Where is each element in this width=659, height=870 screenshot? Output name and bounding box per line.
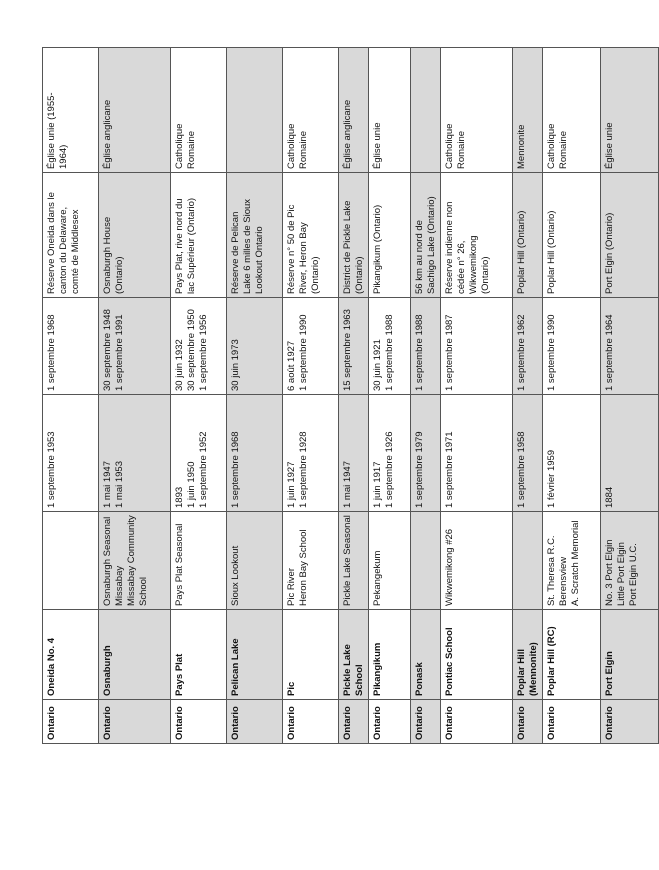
cell-line: Église anglicane: [342, 99, 353, 169]
opening-dates-cell: [411, 395, 441, 512]
location-cell: [99, 173, 171, 298]
opening-dates-cell: [283, 395, 339, 512]
cell-line: Réserve n° 50 de Pic: [286, 204, 297, 294]
school-name-cell: Poplar Hill (Mennonite): [513, 610, 543, 700]
cell-line: Osnaburgh House: [102, 216, 113, 294]
cell-line: Pikangikum (Ontario): [372, 204, 383, 294]
cell-line: Pic River: [286, 567, 297, 606]
school-name-cell: Pays Plat: [171, 610, 227, 700]
cell-line: (Ontario): [480, 256, 491, 294]
cell-line: Sachigo Lake (Ontario): [426, 196, 437, 294]
province-cell: Ontario: [369, 700, 411, 744]
other-names-cell: [513, 512, 543, 610]
religious-entity-cell: [43, 48, 99, 173]
cell-line: 1893: [174, 486, 185, 508]
cell-line: 15 septembre 1963: [342, 309, 353, 391]
religious-entity-cell: [171, 48, 227, 173]
school-name-cell: Oneida No. 4: [43, 610, 99, 700]
closing-dates-cell: [411, 298, 441, 395]
cell-line: 1 septembre 1991: [114, 314, 125, 391]
cell-line: Romaine: [186, 130, 197, 169]
cell-line: Église unie: [604, 122, 615, 169]
cell-line: 30 juin 1921: [372, 339, 383, 391]
cell-line: A. Scratch Memorial: [570, 520, 581, 606]
cell-line: 1 septembre 1990: [546, 314, 557, 391]
religious-entity-cell: [227, 48, 283, 173]
cell-line: Romaine: [298, 130, 309, 169]
cell-line: Romaine: [558, 130, 569, 169]
closing-dates-cell: [227, 298, 283, 395]
cell-line: 1 juin 1950: [186, 461, 197, 508]
cell-line: Heron Bay School: [298, 529, 309, 606]
table-row: [171, 48, 227, 744]
location-cell: [171, 173, 227, 298]
religious-entity-cell: [513, 48, 543, 173]
cell-line: Missabay Community: [126, 515, 137, 606]
cell-line: 1 septembre 1956: [198, 314, 209, 391]
cell-line: Port Elgin U.C.: [628, 543, 639, 606]
location-cell: [369, 173, 411, 298]
table-row: [369, 48, 411, 744]
cell-line: Berensview: [558, 556, 569, 606]
cell-line: lac Supérieur (Ontario): [186, 197, 197, 294]
school-name-cell: Ponask: [411, 610, 441, 700]
cell-line: cédée n° 26,: [456, 240, 467, 294]
cell-line: Réserve de Pelican: [230, 211, 241, 294]
school-name-cell: Pickle Lake School: [339, 610, 369, 700]
cell-line: 6 août 1927: [286, 340, 297, 391]
cell-line: Osnaburgh Seasonal: [102, 516, 113, 606]
cell-line: Catholique: [286, 123, 297, 169]
cell-line: 1 septembre 1926: [384, 431, 395, 508]
closing-dates-cell: [339, 298, 369, 395]
opening-dates-cell: [171, 395, 227, 512]
location-cell: [283, 173, 339, 298]
cell-line: Pays Plat Seasonal: [174, 523, 185, 606]
location-cell: [441, 173, 513, 298]
other-names-cell: [171, 512, 227, 610]
cell-line: 1 septembre 1968: [230, 431, 241, 508]
cell-line: 56 km au nord de: [414, 220, 425, 294]
cell-line: 30 septembre 1950: [186, 309, 197, 391]
cell-line: Lookout Ontario: [254, 226, 265, 294]
school-name-cell: Pic: [283, 610, 339, 700]
cell-line: Little Port Elgin: [616, 542, 627, 606]
cell-line: 1 septembre 1962: [516, 314, 527, 391]
cell-line: 1 septembre 1987: [444, 314, 455, 391]
other-names-cell: [43, 512, 99, 610]
opening-dates-cell: [601, 395, 659, 512]
cell-line: Missabay: [114, 565, 125, 606]
location-cell: [601, 173, 659, 298]
cell-line: Pays Plat, rive nord du: [174, 198, 185, 294]
school-name-cell: Pikangikum: [369, 610, 411, 700]
cell-line: Catholique: [444, 123, 455, 169]
cell-line: 1 septembre 1953: [46, 431, 57, 508]
opening-dates-cell: [369, 395, 411, 512]
cell-line: 1 septembre 1979: [414, 431, 425, 508]
cell-line: Port Elgin (Ontario): [604, 212, 615, 294]
other-names-cell: [283, 512, 339, 610]
cell-line: 1 septembre 1952: [198, 431, 209, 508]
religious-entity-cell: [441, 48, 513, 173]
religious-entity-cell: [411, 48, 441, 173]
closing-dates-cell: [43, 298, 99, 395]
school-name-cell: Port Elgin: [601, 610, 659, 700]
cell-line: Église unie (1955-: [46, 92, 57, 169]
cell-line: River, Heron Bay: [298, 222, 309, 294]
cell-line: 1 juin 1917: [372, 461, 383, 508]
cell-line: 1884: [604, 486, 615, 508]
location-cell: [513, 173, 543, 298]
cell-line: Poplar Hill (Ontario): [516, 210, 527, 294]
cell-line: Pickle Lake Seasonal: [342, 515, 353, 606]
closing-dates-cell: [171, 298, 227, 395]
cell-line: 1 septembre 1928: [298, 431, 309, 508]
cell-line: 30 juin 1932: [174, 339, 185, 391]
other-names-cell: [369, 512, 411, 610]
cell-line: Mennonite: [516, 124, 527, 169]
cell-line: St. Theresa R.C.: [546, 535, 557, 606]
cell-line: comté de Middlesex: [70, 209, 81, 294]
cell-line: Poplar Hill (Ontario): [546, 210, 557, 294]
table-row: [441, 48, 513, 744]
cell-line: 1 septembre 1988: [384, 314, 395, 391]
cell-line: 30 septembre 1948: [102, 309, 113, 391]
province-cell: Ontario: [513, 700, 543, 744]
cell-line: Wikwemikong: [468, 235, 479, 294]
cell-line: (Ontario): [310, 256, 321, 294]
cell-line: 1 septembre 1964: [604, 314, 615, 391]
opening-dates-cell: [339, 395, 369, 512]
cell-line: No. 3 Port Elgin: [604, 539, 615, 606]
school-name-cell: Poplar Hill (RC): [543, 610, 601, 700]
cell-line: 1 septembre 1971: [444, 431, 455, 508]
school-name-cell: Pontiac School: [441, 610, 513, 700]
closing-dates-cell: [369, 298, 411, 395]
cell-line: Catholique: [546, 123, 557, 169]
table-row: [543, 48, 601, 744]
other-names-cell: [601, 512, 659, 610]
cell-line: (Ontario): [114, 256, 125, 294]
cell-line: 1964): [58, 144, 69, 169]
table-row: [283, 48, 339, 744]
cell-line: Réserve Oneida dans le: [46, 192, 57, 294]
cell-line: Église unie: [372, 122, 383, 169]
location-cell: [227, 173, 283, 298]
school-name-cell: Osnaburgh: [99, 610, 171, 700]
location-cell: [411, 173, 441, 298]
cell-line: 1 juin 1927: [286, 461, 297, 508]
province-cell: Ontario: [543, 700, 601, 744]
province-cell: Ontario: [283, 700, 339, 744]
other-names-cell: [543, 512, 601, 610]
other-names-cell: [339, 512, 369, 610]
opening-dates-cell: [543, 395, 601, 512]
table-row: [43, 48, 99, 744]
province-cell: Ontario: [441, 700, 513, 744]
other-names-cell: [227, 512, 283, 610]
closing-dates-cell: [543, 298, 601, 395]
table-row: [601, 48, 659, 744]
cell-line: 1 mai 1947: [342, 460, 353, 508]
closing-dates-cell: [513, 298, 543, 395]
closing-dates-cell: [601, 298, 659, 395]
cell-line: School: [138, 576, 149, 606]
cell-line: 1 septembre 1958: [516, 431, 527, 508]
cell-line: Romaine: [456, 130, 467, 169]
location-cell: [339, 173, 369, 298]
province-cell: Ontario: [171, 700, 227, 744]
location-cell: [543, 173, 601, 298]
cell-line: canton du Delaware,: [58, 206, 69, 294]
opening-dates-cell: [441, 395, 513, 512]
opening-dates-cell: [99, 395, 171, 512]
closing-dates-cell: [99, 298, 171, 395]
table-row: [513, 48, 543, 744]
province-cell: Ontario: [227, 700, 283, 744]
cell-line: 1 mai 1953: [114, 460, 125, 508]
cell-line: Catholique: [174, 123, 185, 169]
cell-line: Sioux Lookout: [230, 545, 241, 606]
cell-line: Église anglicane: [102, 99, 113, 169]
province-cell: Ontario: [339, 700, 369, 744]
cell-line: (Ontario): [354, 256, 365, 294]
cell-line: 30 juin 1973: [230, 339, 241, 391]
residential-schools-table: [42, 47, 659, 744]
table-row: [227, 48, 283, 744]
religious-entity-cell: [369, 48, 411, 173]
cell-line: Lake 6 milles de Sioux: [242, 198, 253, 294]
religious-entity-cell: [339, 48, 369, 173]
other-names-cell: [441, 512, 513, 610]
school-name-cell: Pelican Lake: [227, 610, 283, 700]
cell-line: Wikwemikong #26: [444, 528, 455, 606]
religious-entity-cell: [283, 48, 339, 173]
closing-dates-cell: [441, 298, 513, 395]
opening-dates-cell: [227, 395, 283, 512]
opening-dates-cell: [43, 395, 99, 512]
province-cell: Ontario: [99, 700, 171, 744]
cell-line: District de Pickle Lake: [342, 200, 353, 294]
cell-line: Réserve indienne non: [444, 201, 455, 294]
cell-line: Pekangekum: [372, 550, 383, 606]
other-names-cell: [99, 512, 171, 610]
cell-line: 1 mai 1947: [102, 460, 113, 508]
opening-dates-cell: [513, 395, 543, 512]
cell-line: 1 septembre 1968: [46, 314, 57, 391]
table-row: [339, 48, 369, 744]
table-row: [99, 48, 171, 744]
province-cell: Ontario: [411, 700, 441, 744]
province-cell: Ontario: [43, 700, 99, 744]
cell-line: 1 septembre 1988: [414, 314, 425, 391]
cell-line: 1 septembre 1990: [298, 314, 309, 391]
location-cell: [43, 173, 99, 298]
religious-entity-cell: [99, 48, 171, 173]
closing-dates-cell: [283, 298, 339, 395]
table-row: [411, 48, 441, 744]
cell-line: 1 février 1959: [546, 449, 557, 508]
province-cell: Ontario: [601, 700, 659, 744]
religious-entity-cell: [543, 48, 601, 173]
religious-entity-cell: [601, 48, 659, 173]
other-names-cell: [411, 512, 441, 610]
